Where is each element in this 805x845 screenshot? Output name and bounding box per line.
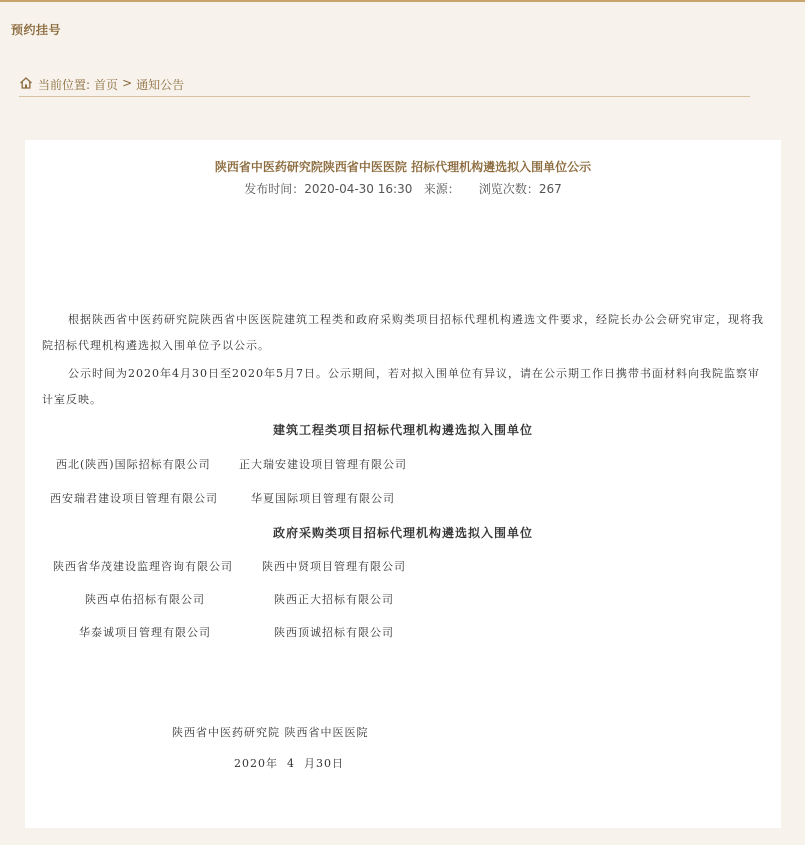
top-border bbox=[0, 0, 805, 2]
company-item: 陕西正大招标有限公司 bbox=[274, 593, 394, 606]
breadcrumb-separator: > bbox=[122, 76, 133, 90]
publish-label: 发布时间： bbox=[244, 182, 305, 196]
article-meta bbox=[25, 180, 781, 197]
company-item: 陕西卓佑招标有限公司 bbox=[85, 593, 205, 606]
company-item: 陕西顶诚招标有限公司 bbox=[274, 626, 394, 639]
company-item: 陕西中贤项目管理有限公司 bbox=[262, 560, 406, 573]
publish-time: 2020-04-30 16:30 bbox=[304, 182, 413, 196]
company-item: 西北(陕西)国际招标有限公司 bbox=[56, 458, 211, 471]
body-paragraph: 公示时间为2020年4月30日至2020年5月7日。公示期间，若对拟入围单位有异议，请在公示期工作日携带书面材料向我院监察审计室反映。 bbox=[42, 367, 760, 406]
section-heading-procurement: 政府采购类项目招标代理机构遴选拟入围单位 bbox=[272, 526, 533, 540]
company-item: 陕西省华茂建设监理咨询有限公司 bbox=[53, 560, 233, 573]
views-label: 浏览次数： bbox=[478, 182, 539, 196]
home-icon bbox=[19, 76, 33, 90]
views-count: 267 bbox=[538, 182, 562, 196]
signature-date: 2020年 4 月30日 bbox=[234, 757, 344, 770]
appointment-link[interactable]: 预约挂号 bbox=[11, 23, 62, 37]
article-title: 陕西省中医药研究院陕西省中医医院 招标代理机构遴选拟入围单位公示 bbox=[214, 160, 592, 174]
breadcrumb-home-link[interactable]: 首页 bbox=[94, 78, 119, 92]
breadcrumb-current-link[interactable]: 通知公告 bbox=[136, 78, 185, 92]
company-item: 华夏国际项目管理有限公司 bbox=[251, 492, 395, 505]
company-item: 华泰诚项目管理有限公司 bbox=[79, 626, 211, 639]
article-card bbox=[25, 140, 781, 828]
breadcrumb-prefix: 当前位置: bbox=[38, 78, 91, 92]
company-item: 西安瑞君建设项目管理有限公司 bbox=[50, 492, 218, 505]
company-item: 正大瑞安建设项目管理有限公司 bbox=[239, 458, 407, 471]
breadcrumb bbox=[19, 76, 750, 97]
body-paragraph: 根据陕西省中医药研究院陕西省中医医院建筑工程类和政府采购类项目招标代理机构遴选文件要求，经院长办公会研究审定，现将我院招标代理机构遴选拟入围单位予以公示。 bbox=[42, 313, 764, 352]
section-heading-construction: 建筑工程类项目招标代理机构遴选拟入围单位 bbox=[272, 423, 533, 437]
source-label: 来源： bbox=[423, 182, 460, 196]
signature-org: 陕西省中医药研究院 陕西省中医医院 bbox=[172, 726, 369, 739]
